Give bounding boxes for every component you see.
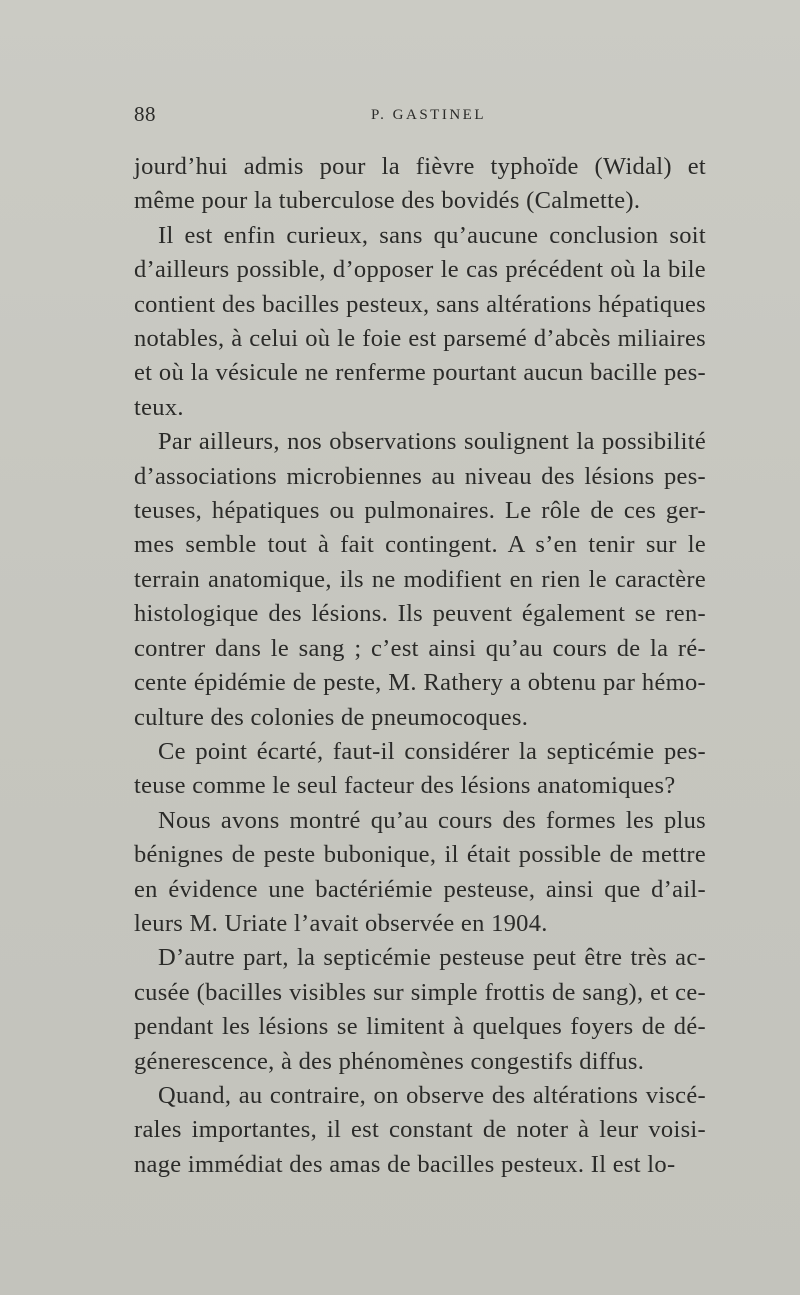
paragraph: Nous avons montré qu’au cours des formes les plus bénignes de peste bubonique, il était possible de mettre en évidence une bactériémie pesteuse, ainsi que d’ail-leurs M. Uriate l’avait observée en 1904. bbox=[134, 806, 706, 937]
paragraph: Quand, au contraire, on observe des altérations viscé-rales importantes, il est constant de noter à leur voisi-nage immédiat des amas de bacilles pesteux. Il est lo- bbox=[134, 1081, 706, 1178]
paragraph: D’autre part, la septicémie pesteuse peut être très ac-cusée (bacilles visibles sur simple frottis de sang), et ce-pendant les lésions se limitent à quelques foyers de dé-génerescence, à des phénomènes congestifs diffus. bbox=[134, 944, 706, 1075]
page-number: 88 bbox=[134, 102, 156, 126]
body-text bbox=[134, 150, 706, 1182]
paragraph-continuation: jourd’hui admis pour la fièvre typhoïde (Widal) et même pour la tuberculose des bovidés (Calmette). bbox=[134, 153, 706, 215]
paragraph: Ce point écarté, faut-il considérer la septicémie pes-teuse comme le seul facteur des lésions anatomiques? bbox=[134, 737, 706, 800]
running-head: P. GASTINEL bbox=[371, 107, 487, 123]
page-header bbox=[134, 102, 706, 132]
paragraph: Par ailleurs, nos observations soulignent la possibilité d’associations microbiennes au niveau des lésions pes-teuses, hépatiques ou pulmonaires. Le rôle de ces ger-mes semble tout à fait contingent. A s’en tenir sur le terrain anatomique, ils ne modifient en rien le caractère histologique des lésions. Ils peuvent également se ren-contrer dans le sang ; c’est ainsi qu’au cours de la ré-cente épidémie de peste, M. Rathery a obtenu par hémo-culture des colonies de pneumocoques. bbox=[134, 428, 706, 731]
paragraph: Il est enfin curieux, sans qu’aucune conclusion soit d’ailleurs possible, d’opposer le cas précédent où la bile contient des bacilles pesteux, sans altérations hépatiques notables, à celui où le foie est parsemé d’abcès miliaires et où la vésicule ne renferme pourtant aucun bacille pes-teux. bbox=[134, 221, 706, 421]
